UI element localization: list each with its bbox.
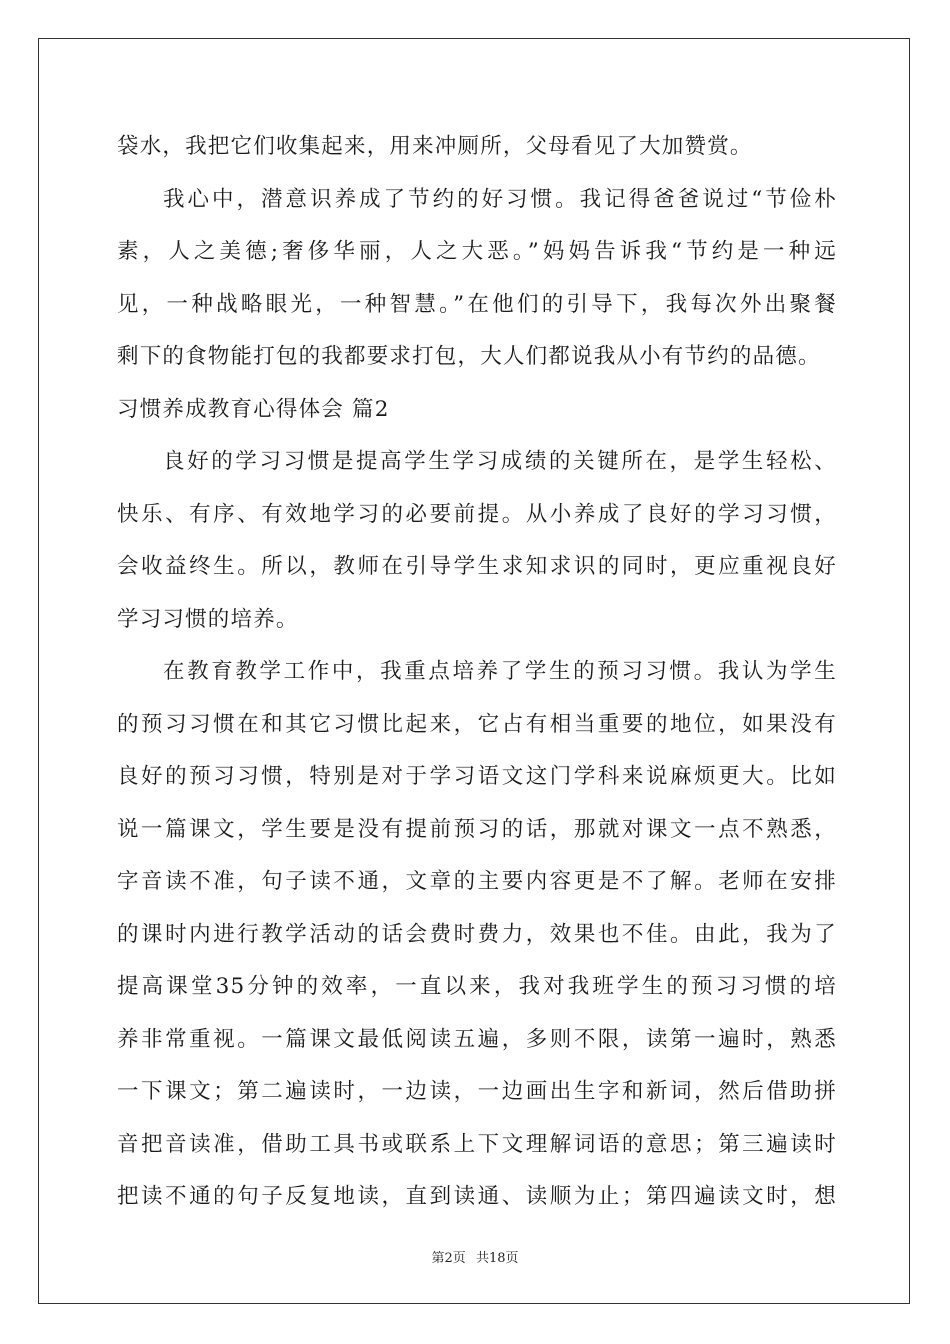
text-line: 的预习习惯在和其它习惯比起来，它占有相当重要的地位，如果没有: [117, 711, 837, 737]
text-line: 快乐、有序、有效地学习的必要前提。从小养成了良好的学习习惯，: [117, 501, 837, 527]
text-line: 袋水，我把它们收集起来，用来冲厕所，父母看见了大加赞赏。: [117, 134, 753, 159]
text-line: 学习习惯的培养。: [117, 606, 299, 632]
text-line: 见，一种战略眼光，一种智慧。”在他们的引导下，我每次外出聚餐: [117, 291, 837, 317]
text-line: 一下课文；第二遍读时，一边读，一边画出生字和新词，然后借助拼: [117, 1079, 837, 1104]
text-line: 的课时内进行教学活动的话会费时费力，效果也不佳。由此，我为了: [117, 921, 837, 947]
text-line: 良好的预习习惯，特别是对于学习语文这门学科来说麻烦更大。比如: [117, 764, 837, 789]
section-heading: 习惯养成教育心得体会 篇2: [117, 396, 390, 422]
text-line: 会收益终生。所以，教师在引导学生求知求识的同时，更应重视良好: [117, 554, 837, 579]
text-line: 素，人之美德;奢侈华丽，人之大恶。”妈妈告诉我“节约是一种远: [117, 239, 837, 264]
text-line: 养非常重视。一篇课文最低阅读五遍，多则不限，读第一遍时，熟悉: [117, 1026, 837, 1052]
page-number: 第2页: [431, 1251, 466, 1266]
page-total: 共18页: [475, 1251, 519, 1266]
text-line: 字音读不准，句子读不通，文章的主要内容更是不了解。老师在安排: [117, 869, 837, 894]
page-footer: [0, 1247, 950, 1266]
text-line: 我心中，潜意识养成了节约的好习惯。我记得爸爸说过“节俭朴: [163, 186, 837, 212]
text-line: 在教育教学工作中，我重点培养了学生的预习习惯。我认为学生: [163, 659, 837, 684]
text-line: 把读不通的句子反复地读，直到读通、读顺为止；第四遍读文时，想: [117, 1184, 837, 1209]
document-body: [117, 121, 837, 1224]
text-line: 音把音读准，借助工具书或联系上下文理解词语的意思；第三遍读时: [117, 1131, 837, 1157]
text-line: 说一篇课文，学生要是没有提前预习的话，那就对课文一点不熟悉，: [117, 816, 837, 842]
text-line: 剩下的食物能打包的我都要求打包，大人们都说我从小有节约的品德。: [117, 344, 821, 369]
text-line: 提高课堂35分钟的效率，一直以来，我对我班学生的预习习惯的培: [117, 974, 837, 999]
text-line: 良好的学习习惯是提高学生学习成绩的关键所在，是学生轻松、: [163, 449, 837, 474]
